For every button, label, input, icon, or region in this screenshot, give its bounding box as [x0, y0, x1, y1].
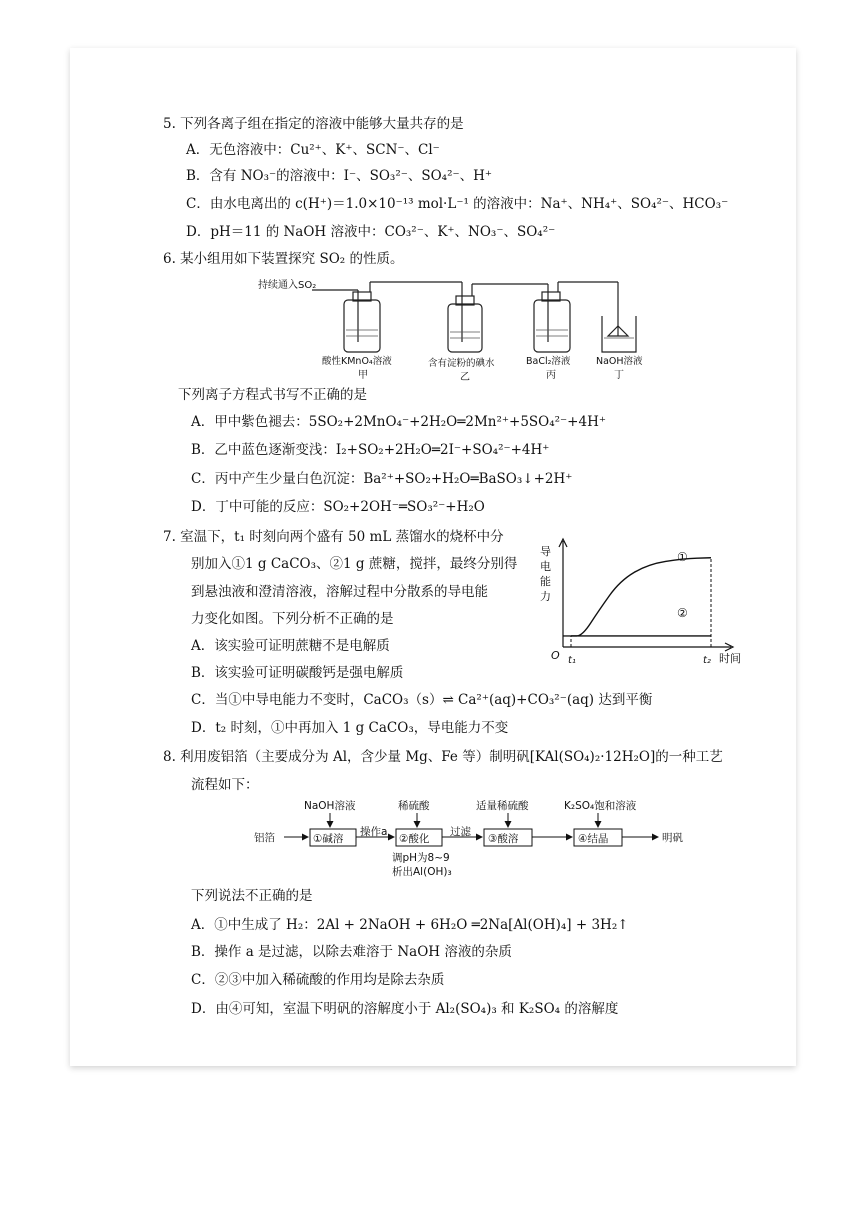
q6-apparatus-diagram	[250, 270, 670, 382]
series-1-line	[571, 558, 711, 636]
flow-reagent-2: 稀硫酸	[398, 800, 430, 812]
series-1-label: ①	[677, 550, 688, 564]
q7-stem-line-4: 力变化如图。下列分析不正确的是	[191, 611, 394, 627]
q7-stem-line-1: 7. 室温下，t₁ 时刻向两个盛有 50 mL 蒸馏水的烧杯中分	[163, 529, 504, 545]
bottle2-name: 乙	[460, 372, 470, 382]
flow-note-1: 调pH为8~9	[392, 852, 450, 864]
q8-subquestion: 下列说法不正确的是	[191, 888, 313, 904]
bottle1-name: 甲	[358, 370, 368, 381]
chart-y-label-2: 电	[540, 560, 551, 573]
q5-option-c: C．由水电离出的 c(H⁺)＝1.0×10⁻¹³ mol·L⁻¹ 的溶液中：Na⁺、NH₄⁺、SO₄²⁻、HCO₃⁻	[186, 196, 729, 212]
flow-note-2: 析出Al(OH)₃	[392, 866, 452, 878]
chart-y-label-4: 力	[540, 590, 551, 603]
bottle3-name: 丙	[546, 370, 556, 381]
q7-option-d: D．t₂ 时刻，①中再加入 1 g CaCO₃，导电能力不变	[191, 720, 509, 736]
q7-stem-line-2: 别加入①1 g CaCO₃、②1 g 蔗糖，搅拌，最终分别得	[191, 556, 518, 572]
q8-option-b: B．操作 a 是过滤，以除去难溶于 NaOH 溶液的杂质	[191, 944, 512, 960]
q8-stem-line-2: 流程如下：	[191, 777, 259, 793]
q6-subquestion: 下列离子方程式书写不正确的是	[178, 387, 367, 403]
q8-option-d: D．由④可知，室温下明矾的溶解度小于 Al₂(SO₄)₃ 和 K₂SO₄ 的溶解度	[191, 1001, 619, 1017]
flow-end: 明矾	[662, 832, 683, 844]
q5-option-a: A．无色溶液中：Cu²⁺、K⁺、SCN⁻、Cl⁻	[186, 142, 440, 158]
chart-y-label-3: 能	[540, 575, 551, 588]
q7-option-a: A．该实验可证明蔗糖不是电解质	[191, 638, 390, 654]
flow-start: 铝箔	[254, 832, 275, 844]
q5-option-d: D．pH＝11 的 NaOH 溶液中：CO₃²⁻、K⁺、NO₃⁻、SO₄²⁻	[186, 224, 556, 240]
q8-process-flow	[250, 795, 710, 885]
flow-op-1: 操作a	[360, 826, 388, 838]
q6-option-d: D．丁中可能的反应：SO₂+2OH⁻═SO₃²⁻+H₂O	[191, 499, 485, 515]
q7-option-b: B．该实验可证明碳酸钙是强电解质	[191, 665, 404, 681]
q6-option-c: C．丙中产生少量白色沉淀：Ba²⁺+SO₂+H₂O═BaSO₃↓+2H⁺	[191, 471, 573, 487]
chart-y-label-1: 导	[540, 545, 551, 558]
flow-step-4: ④结晶	[578, 833, 609, 845]
q5-option-b: B．含有 NO₃⁻的溶液中：I⁻、SO₃²⁻、SO₄²⁻、H⁺	[186, 168, 493, 184]
bottle1-solution-label: 酸性KMnO₄溶液	[322, 356, 392, 367]
beaker-solution-label: NaOH溶液	[596, 356, 643, 367]
q7-stem-line-3: 到悬浊液和澄清溶液，溶解过程中分散系的导电能	[191, 584, 488, 600]
bottle2-solution-label: 含有淀粉的碘水	[428, 358, 495, 369]
q8-stem-line-1: 8. 利用废铝箔（主要成分为 Al，含少量 Mg、Fe 等）制明矾[KAl(SO₄)₂·12H₂O]的一种工艺	[163, 749, 723, 765]
q6-stem: 6. 某小组用如下装置探究 SO₂ 的性质。	[163, 251, 404, 267]
q5-stem: 5. 下列各离子组在指定的溶液中能够大量共存的是	[163, 116, 464, 132]
chart-x-label: 时间	[719, 652, 741, 665]
flow-reagent-4: K₂SO₄饱和溶液	[564, 800, 637, 812]
q7-conductivity-chart	[535, 535, 760, 670]
q6-option-b: B．乙中蓝色逐渐变浅：I₂+SO₂+2H₂O═2I⁻+SO₄²⁻+4H⁺	[191, 442, 550, 458]
apparatus-inlet-label: 持续通入SO₂	[258, 280, 317, 291]
chart-origin-label: O	[551, 649, 560, 662]
q7-option-c: C．当①中导电能力不变时，CaCO₃（s）⇌ Ca²⁺(aq)+CO₃²⁻(aq) 达到平衡	[191, 692, 653, 708]
flow-step-1: ①碱溶	[313, 833, 344, 845]
bottle3-solution-label: BaCl₂溶液	[526, 356, 571, 367]
flow-step-2: ②酸化	[399, 833, 430, 845]
flow-reagent-3: 适量稀硫酸	[476, 800, 529, 812]
chart-tick-t2: t₂	[703, 655, 711, 666]
chart-tick-t1: t₁	[568, 655, 576, 666]
flow-step-3: ③酸溶	[488, 833, 519, 845]
series-2-label: ②	[677, 606, 688, 620]
flow-op-2: 过滤	[450, 826, 471, 838]
q8-option-a: A．①中生成了 H₂：2Al + 2NaOH + 6H₂O ═2Na[Al(OH)₄] + 3H₂↑	[191, 917, 629, 933]
q6-option-a: A．甲中紫色褪去：5SO₂+2MnO₄⁻+2H₂O═2Mn²⁺+5SO₄²⁻+4H⁺	[191, 414, 606, 430]
q8-option-c: C．②③中加入稀硫酸的作用均是除去杂质	[191, 972, 445, 988]
flow-reagent-1: NaOH溶液	[304, 800, 356, 812]
beaker-name: 丁	[614, 370, 624, 381]
